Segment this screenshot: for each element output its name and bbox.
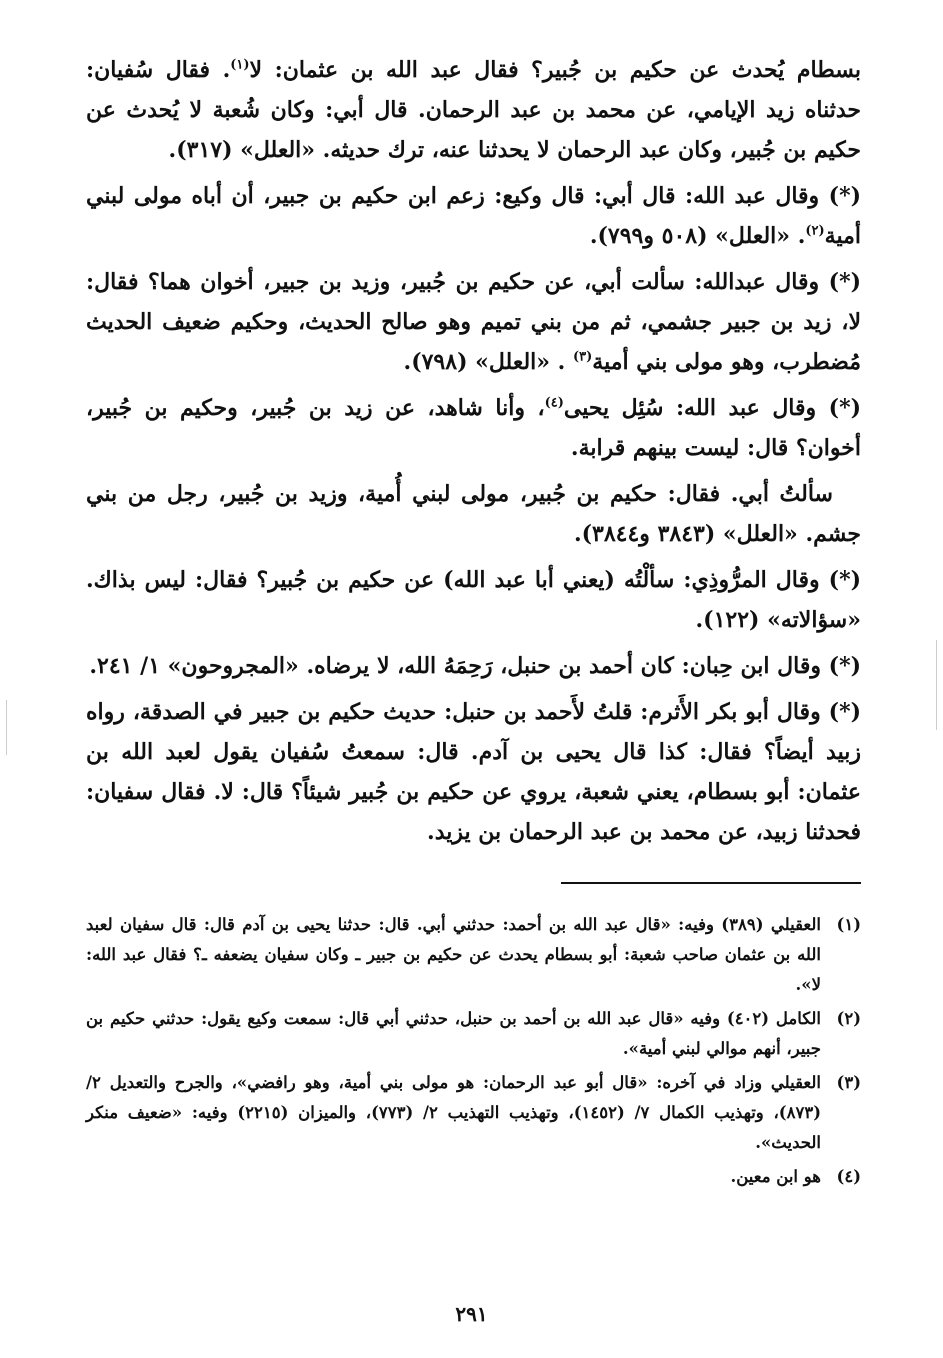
paragraph-7 — [86, 646, 861, 686]
footnote-ref-3[interactable]: (٣) — [572, 349, 593, 365]
paragraph-8-text: (*) وقال أبو بكر الأَثرم: قلتُ لأَحمد بن حنبل: حديث حكيم بن جبير في الصدقة، رواه زبيد أيضاً؟ فقال: كذا قال يحيى بن آدم. قال: سمعتُ سُفيان يقول لعبد الله بن عثمان: أبو بسطام، يعني شعبة، يروي عن حكيم بن جُبير شيئاً؟ قال: لا. فقال سفيان: فحدثنا زبيد، عن محمد بن عبد الرحمان بن يزيد. — [86, 699, 861, 845]
footnote-text: العقيلي وزاد في آخره: «قال أبو عبد الرحمان: هو مولى بني أمية، وهو رافضي»، والجرح والتعديل ٢/ (٨٧٣)، وتهذيب الكمال ٧/ (١٤٥٢)، وتهذيب التهذيب ٢/ (٧٧٣)، والميزان (٢٢١٥) وفيه: «ضعيف منكر الحديث». — [86, 1073, 822, 1152]
paragraph-8 — [86, 692, 861, 852]
footnote-number: (٤) — [836, 1167, 861, 1186]
footnote-number: (١) — [836, 915, 861, 934]
footnote-text: العقيلي (٣٨٩) وفيه: «قال عبد الله بن أحمد: حدثني أبي. قال: حدثنا يحيى بن آدم قال: قال سفيان لعبد الله بن عثمان صاحب شعبة: أبو بسطام يحدث عن حكيم بن جبير ـ وكان سفيان يضعفه ـ؟ فقال عبد الله: لا». — [86, 915, 821, 994]
footnote-ref-4[interactable]: (٤) — [544, 395, 564, 411]
paragraph-5 — [86, 474, 861, 554]
footnote-4 — [86, 1162, 861, 1192]
paragraph-5-text: سألتُ أبي. فقال: حكيم بن جُبير، مولى لبني أُمية، وزيد بن جُبير، رجل من بني جشم. «العلل» (٣٨٤٣ و٣٨٤٤). — [86, 481, 861, 547]
footnotes — [86, 910, 861, 1192]
footnote-ref-2[interactable]: (٢) — [805, 223, 825, 239]
page — [86, 50, 861, 1345]
footnote-text: الكامل (٤٠٢) وفيه «قال عبد الله بن أحمد بن حنبل، حدثني أبي قال: سمعت وكيع يقول: حدثني حكيم بن جبير، أنهم موالي لبني أمية». — [86, 1009, 821, 1058]
scan-edge-line-right — [936, 640, 937, 730]
paragraph-7-text: (*) وقال ابن حِبان: كان أحمد بن حنبل، رَحِمَهُ الله، لا يرضاه. «المجروحون» ١/ ٢٤١. — [89, 653, 861, 679]
paragraph-4 — [86, 388, 861, 468]
footnote-separator — [561, 882, 861, 884]
paragraph-2-text: (*) وقال عبد الله: قال أبي: قال وكيع: زعم ابن حكيم بن جبير، أن أباه مولى لبني أمية — [86, 183, 861, 249]
paragraph-3-text: (*) وقال عبدالله: سألت أبي، عن حكيم بن جُبير، وزيد بن جبير، أخوان هما؟ فقال: لا، زيد بن جبير جشمي، ثم من بني تميم وهو صالح الحديث، وحكيم ضعيف الحديث مُضطرب، وهو مولى بني أمية — [86, 269, 861, 375]
footnote-3 — [86, 1068, 861, 1158]
paragraph-2 — [86, 176, 861, 256]
page-number: ٢٩١ — [455, 1302, 488, 1326]
paragraph-1 — [86, 50, 861, 170]
main-text — [86, 50, 861, 852]
footnote-text: هو ابن معين. — [730, 1167, 821, 1186]
paragraph-2-text-cont: . «العلل» (٥٠٨ و٧٩٩). — [589, 223, 806, 249]
paragraph-1-text: بسطام يُحدث عن حكيم بن جُبير؟ فقال عبد الله بن عثمان: لا — [249, 57, 862, 83]
paragraph-4-text: (*) وقال عبد الله: سُئِل يحيى — [563, 395, 861, 421]
footnote-number: (٣) — [836, 1073, 861, 1092]
footnote-number: (٢) — [836, 1009, 861, 1028]
footnote-2 — [86, 1004, 861, 1064]
paragraph-4-text-cont: ، وأنا شاهد، عن زيد بن جُبير، وحكيم بن جُبير، أخوان؟ قال: ليست بينهم قرابة. — [86, 395, 861, 461]
paragraph-3-text-cont: . «العلل» (٧٩٨). — [403, 349, 573, 375]
paragraph-3 — [86, 262, 861, 382]
paragraph-1-text-cont: . فقال سُفيان: حدثناه زيد الإيامي، عن محمد بن عبد الرحمان. قال أبي: وكان شُعبة لا يُحدث عن حكيم بن جُبير، وكان عبد الرحمان لا يحدثنا عنه، ترك حديثه. «العلل» (٣١٧). — [86, 57, 861, 163]
footnote-1 — [86, 910, 861, 1000]
paragraph-6 — [86, 560, 861, 640]
scan-edge-line-left — [6, 700, 7, 755]
footnote-ref-1[interactable]: (١) — [230, 57, 250, 73]
paragraph-6-text: (*) وقال المرُّوذِي: سألْتُه (يعني أبا عبد الله) عن حكيم بن جُبير؟ فقال: ليس بذاك. «سؤالاته» (١٢٢). — [86, 567, 861, 633]
